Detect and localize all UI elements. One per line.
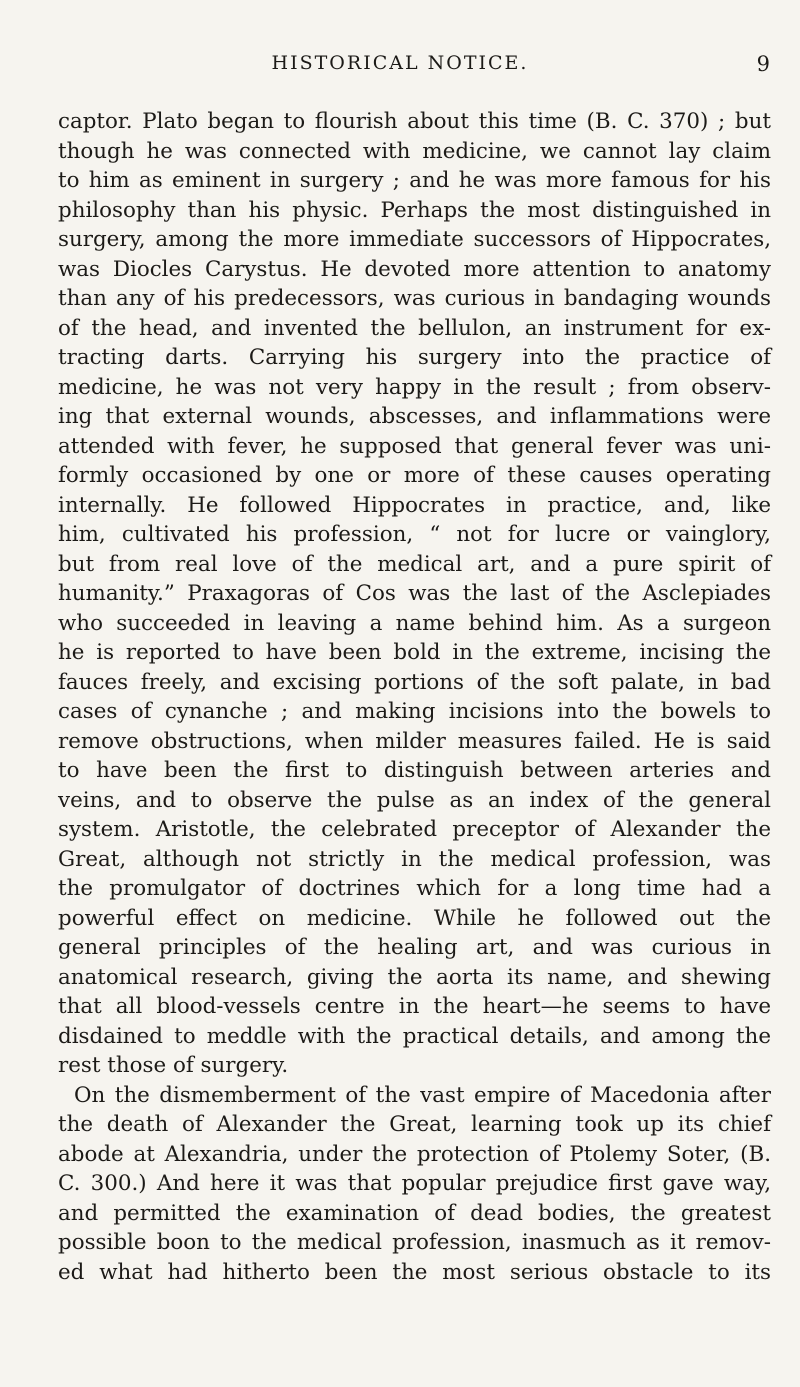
text-line: anatomical research, giving the aorta its name, and shewing (58, 964, 771, 990)
paragraph (58, 107, 771, 1081)
text-line: powerful effect on medicine. While he followed out the (58, 905, 771, 931)
text-line: cases of cynanche ; and making incisions into the bowels to (58, 699, 771, 724)
text-line: that all blood-vessels centre in the heart—he seems to have (58, 994, 771, 1019)
text-line: to have been the first to distinguish between arteries and (58, 758, 771, 783)
text-line: internally. He followed Hippocrates in practice, and, like (58, 492, 771, 518)
text-line: fauces freely, and excising portions of the soft palate, in bad (58, 669, 771, 695)
text-line: system. Aristotle, the celebrated preceptor of Alexander the (58, 817, 771, 842)
paragraph (58, 1081, 771, 1288)
text-line: C. 300.) And here it was that popular prejudice first gave way, (58, 1171, 771, 1196)
text-line: possible boon to the medical profession, inasmuch as it remov- (58, 1230, 771, 1255)
text-line: than any of his predecessors, was curious in bandaging wounds (58, 286, 771, 311)
text-line: ing that external wounds, abscesses, and inflammations were (58, 404, 771, 429)
text-line: was Diocles Carystus. He devoted more attention to anatomy (58, 256, 771, 282)
text-line: Great, although not strictly in the medical profession, was (58, 846, 771, 872)
text-line: philosophy than his physic. Perhaps the most distinguished in (58, 197, 771, 223)
text-line: the death of Alexander the Great, learning took up its chief (58, 1112, 771, 1137)
text-line: and permitted the examination of dead bodies, the greatest (58, 1200, 771, 1226)
text-line: formly occasioned by one or more of these causes operating (58, 463, 771, 488)
running-title: HISTORICAL NOTICE. (271, 52, 529, 74)
text-line: he is reported to have been bold in the extreme, incising the (58, 640, 771, 665)
text-line: who succeeded in leaving a name behind him. As a surgeon (58, 610, 771, 636)
text-line: of the head, and invented the bellulon, an instrument for ex- (58, 315, 771, 341)
text-line: the promulgator of doctrines which for a long time had a (58, 876, 771, 901)
text-line: On the dismemberment of the vast empire of Macedonia after (74, 1082, 771, 1108)
text-line: veins, and to observe the pulse as an index of the general (58, 787, 771, 813)
text-line: abode at Alexandria, under the protection of Ptolemy Soter, (B. (58, 1141, 771, 1167)
text-line: though he was connected with medicine, we cannot lay claim (58, 138, 771, 164)
text-line: to him as eminent in surgery ; and he was more famous for his (58, 168, 771, 193)
text-line: remove obstructions, when milder measures failed. He is said (58, 728, 771, 754)
text-line: rest those of surgery. (58, 1053, 289, 1078)
text-line: attended with fever, he supposed that general fever was uni- (58, 433, 771, 459)
text-line: tracting darts. Carrying his surgery into the practice of (58, 345, 771, 370)
text-line: surgery, among the more immediate successors of Hippocrates, (58, 227, 771, 252)
running-head (0, 52, 800, 82)
text-line: but from real love of the medical art, and a pure spirit of (58, 551, 771, 577)
page-number: 9 (756, 52, 770, 76)
text-line: general principles of the healing art, and was curious in (58, 935, 771, 960)
text-line: captor. Plato began to flourish about this time (B. C. 370) ; but (58, 109, 771, 134)
text-line: disdained to meddle with the practical details, and among the (58, 1023, 771, 1049)
body-text (58, 107, 771, 1287)
text-line: medicine, he was not very happy in the result ; from observ- (58, 374, 771, 400)
text-line: ed what had hitherto been the most serious obstacle to its (58, 1259, 771, 1285)
text-line: him, cultivated his profession, “ not for lucre or vainglory, (58, 522, 771, 547)
text-line: humanity.” Praxagoras of Cos was the last of the Asclepiades (58, 581, 771, 606)
